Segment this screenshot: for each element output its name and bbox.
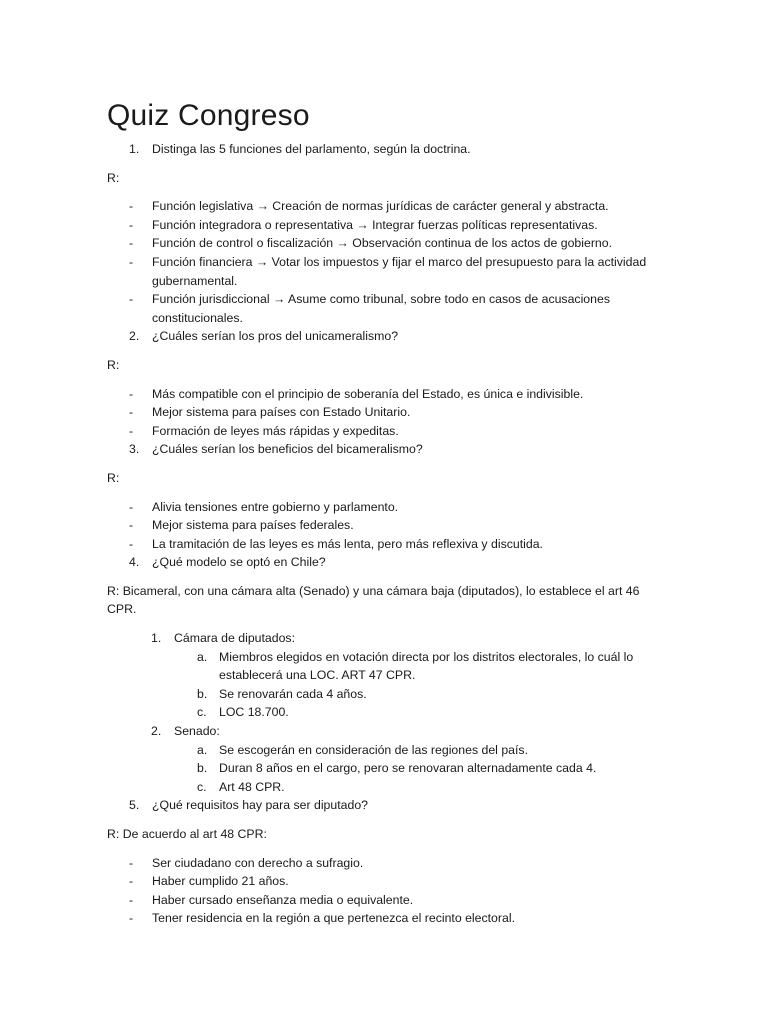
document-title: Quiz Congreso xyxy=(107,99,310,132)
list-item: - Mejor sistema para países federales. xyxy=(129,518,354,533)
list-item: - Haber cursado enseñanza media o equivalente. xyxy=(129,892,414,907)
answer-3-list xyxy=(107,498,667,554)
question-number: 3. xyxy=(129,442,140,457)
question-number: 1. xyxy=(129,142,140,156)
answer-5-list xyxy=(107,854,667,928)
answer-text: R: Bicameral, con una cámara alta (Senado) y una cámara baja (diputados), lo establece el art 46 CPR. xyxy=(107,583,640,617)
list-item: - Haber cumplido 21 años. xyxy=(129,874,289,889)
answer-label: R: xyxy=(107,470,120,485)
question-number: 4. xyxy=(129,555,140,570)
list-item: - Función de control o fiscalización → Observación continua de los actos de gobierno. xyxy=(129,236,613,251)
sublist-item: c. Art 48 CPR. xyxy=(197,779,285,794)
question-2 xyxy=(107,327,667,346)
question-text: ¿Qué modelo se optó en Chile? xyxy=(152,555,326,570)
question-number: 2. xyxy=(129,329,140,344)
sublist-item: b. Se renovarán cada 4 años. xyxy=(197,686,367,701)
sublist-item: a. Miembros elegidos en votación directa por los distritos electorales, lo cuál lo establecerá una LOC. ART 47 CPR. xyxy=(197,649,634,683)
list-item: - Alivia tensiones entre gobierno y parlamento. xyxy=(129,499,399,514)
sublist-heading: 1. Cámara de diputados: xyxy=(151,631,295,646)
answer-label: R: xyxy=(107,357,120,372)
list-item: - Función integradora o representativa → Integrar fuerzas políticas representativas. xyxy=(129,217,598,232)
question-text: ¿Cuáles serían los beneficios del bicameralismo? xyxy=(152,442,423,457)
question-text: Distinga las 5 funciones del parlamento, según la doctrina. xyxy=(152,142,471,156)
list-item: - Formación de leyes más rápidas y expeditas. xyxy=(129,423,399,438)
document-page xyxy=(107,98,667,928)
list-item: - Tener residencia en la región a que pertenezca el recinto electoral. xyxy=(129,911,515,926)
sublist-item: c. LOC 18.700. xyxy=(197,705,289,720)
sublist-heading: 2. Senado: xyxy=(151,724,220,739)
answer-text: R: De acuerdo al art 48 CPR: xyxy=(107,827,267,841)
list-item: - Función jurisdiccional → Asume como tribunal, sobre todo en casos de acusaciones constitucionales. xyxy=(129,292,610,325)
list-item: - Ser ciudadano con derecho a sufragio. xyxy=(129,855,364,870)
question-text: ¿Qué requisitos hay para ser diputado? xyxy=(152,798,369,813)
answer-label: R: xyxy=(107,170,120,185)
question-4 xyxy=(107,553,667,572)
sublist-item: b. Duran 8 años en el cargo, pero se renovaran alternadamente cada 4. xyxy=(197,761,597,776)
answer-2-list xyxy=(107,385,667,441)
sublist-item: a. Se escogerán en consideración de las regiones del país. xyxy=(197,742,528,757)
list-item: - Mejor sistema para países con Estado Unitario. xyxy=(129,405,411,420)
list-item: - Más compatible con el principio de soberanía del Estado, es única e indivisible. xyxy=(129,386,584,401)
question-3 xyxy=(107,440,667,459)
list-item: - La tramitación de las leyes es más lenta, pero más reflexiva y discutida. xyxy=(129,536,543,551)
question-5 xyxy=(107,796,667,815)
answer-1-list xyxy=(107,197,667,327)
list-item: - Función financiera → Votar los impuestos y fijar el marco del presupuesto para la actividad gubernamental. xyxy=(129,254,647,288)
question-text: ¿Cuáles serían los pros del unicameralismo? xyxy=(152,329,399,344)
question-1 xyxy=(107,140,667,159)
list-item: - Función legislativa → Creación de normas jurídicas de carácter general y abstracta. xyxy=(129,199,609,214)
question-number: 5. xyxy=(129,798,140,813)
